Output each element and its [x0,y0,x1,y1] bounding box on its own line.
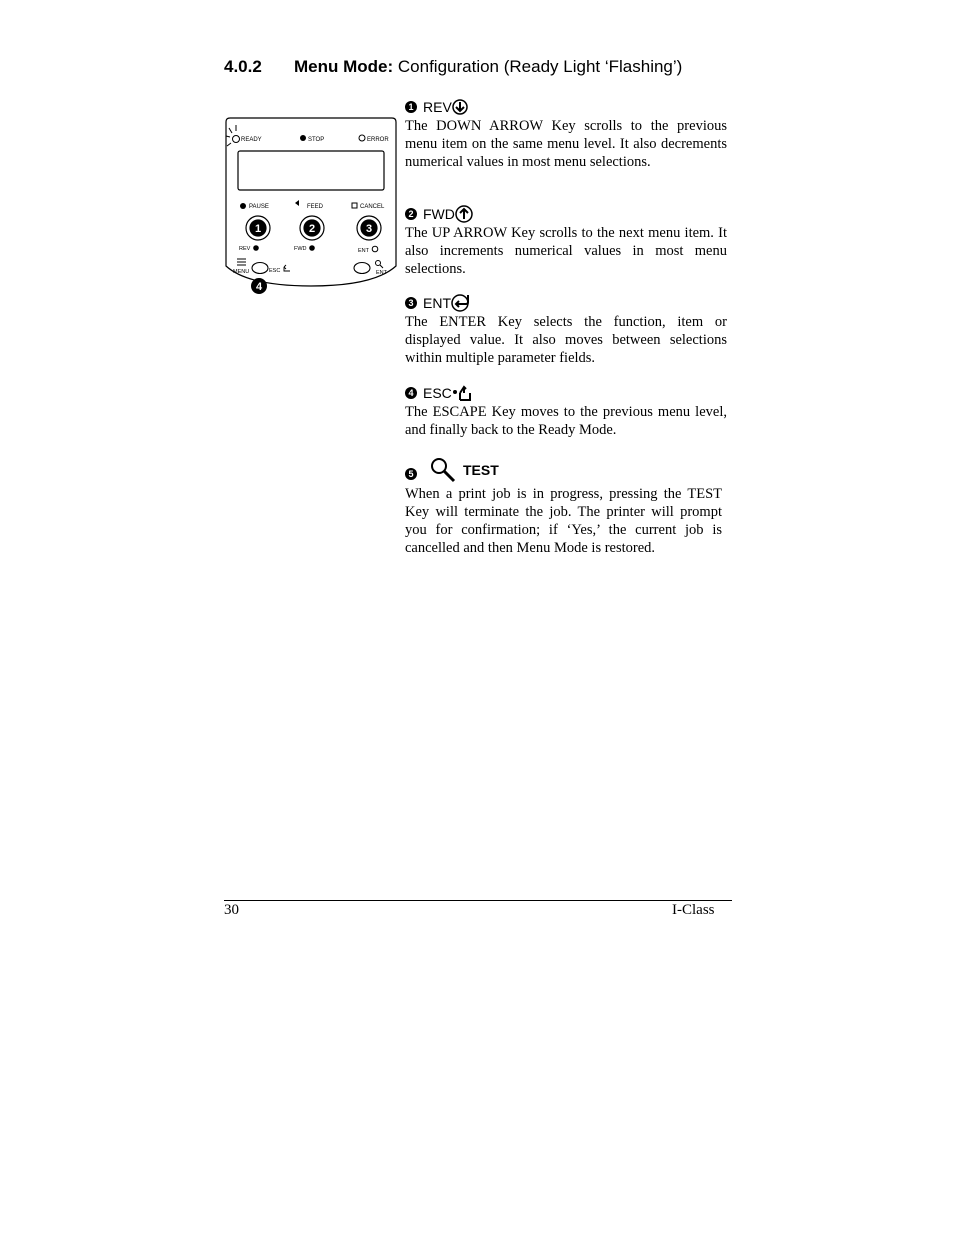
magnifier-small-icon [376,261,381,266]
up-arrow-icon [455,205,473,223]
feed-icon [295,200,299,206]
item-test [405,455,722,557]
panel-rev-label: REV [239,246,251,252]
panel-fwd-label: FWD [294,246,307,252]
key-3-label: 3 [365,223,373,235]
section-subtitle: Configuration (Ready Light ‘Flashing’) [397,57,683,76]
test-label: TEST [463,462,499,478]
item-esc-header [405,383,727,403]
enter-icon [451,294,471,312]
rev-label: REV [423,99,452,115]
callout-4-label: 4 [255,281,263,293]
panel-feed-label: FEED [307,204,324,210]
panel-stop-label: STOP [308,137,325,143]
panel-cancel-label: CANCEL [360,204,385,210]
item-rev-header [405,97,727,117]
control-panel-illustration [224,116,398,296]
panel-test-ent-label: ENT [376,270,387,276]
item-test-header [405,455,722,485]
down-arrow-icon [452,99,468,115]
section-heading [224,57,744,77]
menu-esc-key [252,263,268,274]
item-fwd-header [405,204,727,224]
badge-4: 4 [405,387,417,399]
test-description: When a print job is in progress, pressing the TEST Key will terminate the job. The printer will prompt you for confirmation; if ‘Yes,’ the current job is cancelled and then Menu Mode is restored. [405,486,722,556]
item-fwd [405,204,727,278]
panel-menu-label: MENU [233,269,250,275]
fwd-description: The UP ARROW Key scrolls to the next menu item. It also increments numerical values in most menu selections. [405,225,727,277]
panel-error-label: ERROR [367,137,389,143]
pause-icon [240,203,246,209]
error-icon [359,135,365,141]
key-2-label: 2 [308,223,316,235]
magnifier-icon [429,457,457,483]
menu-icon [237,259,246,265]
ready-light-icon [226,125,240,146]
fwd-label: FWD [423,206,455,222]
stop-icon [300,135,306,141]
panel-ready-label: READY [241,137,262,143]
ent-description: The ENTER Key selects the function, item or displayed value. It also moves between selections within multiple parameter fields. [405,314,727,366]
badge-2: 2 [405,208,417,220]
test-key [354,263,370,274]
badge-5: 5 [405,468,417,480]
section-number: 4.0.2 [224,57,262,76]
escape-icon [452,384,472,402]
item-esc [405,383,727,439]
badge-3: 3 [405,297,417,309]
page-number: 30 [224,902,239,918]
escape-arrow-icon [284,265,290,271]
panel-esc-label: ESC [269,268,281,274]
rev-description: The DOWN ARROW Key scrolls to the previous menu item on the same menu level. It also decrements numerical values in most menu selections. [405,118,727,170]
panel-ent-label: ENT [358,248,369,254]
badge-1: 1 [405,101,417,113]
esc-description: The ESCAPE Key moves to the previous menu level, and finally back to the Ready Mode. [405,404,727,438]
cancel-icon [352,203,357,208]
item-ent [405,293,727,367]
item-rev [405,97,727,171]
key-1-label: 1 [254,223,262,235]
item-ent-header [405,293,727,313]
document-name: I-Class [672,902,715,918]
footer-divider [224,900,732,901]
esc-label: ESC [423,385,452,401]
section-title: Menu Mode: [294,57,394,76]
ent-label: ENT [423,295,451,311]
panel-pause-label: PAUSE [249,204,269,210]
